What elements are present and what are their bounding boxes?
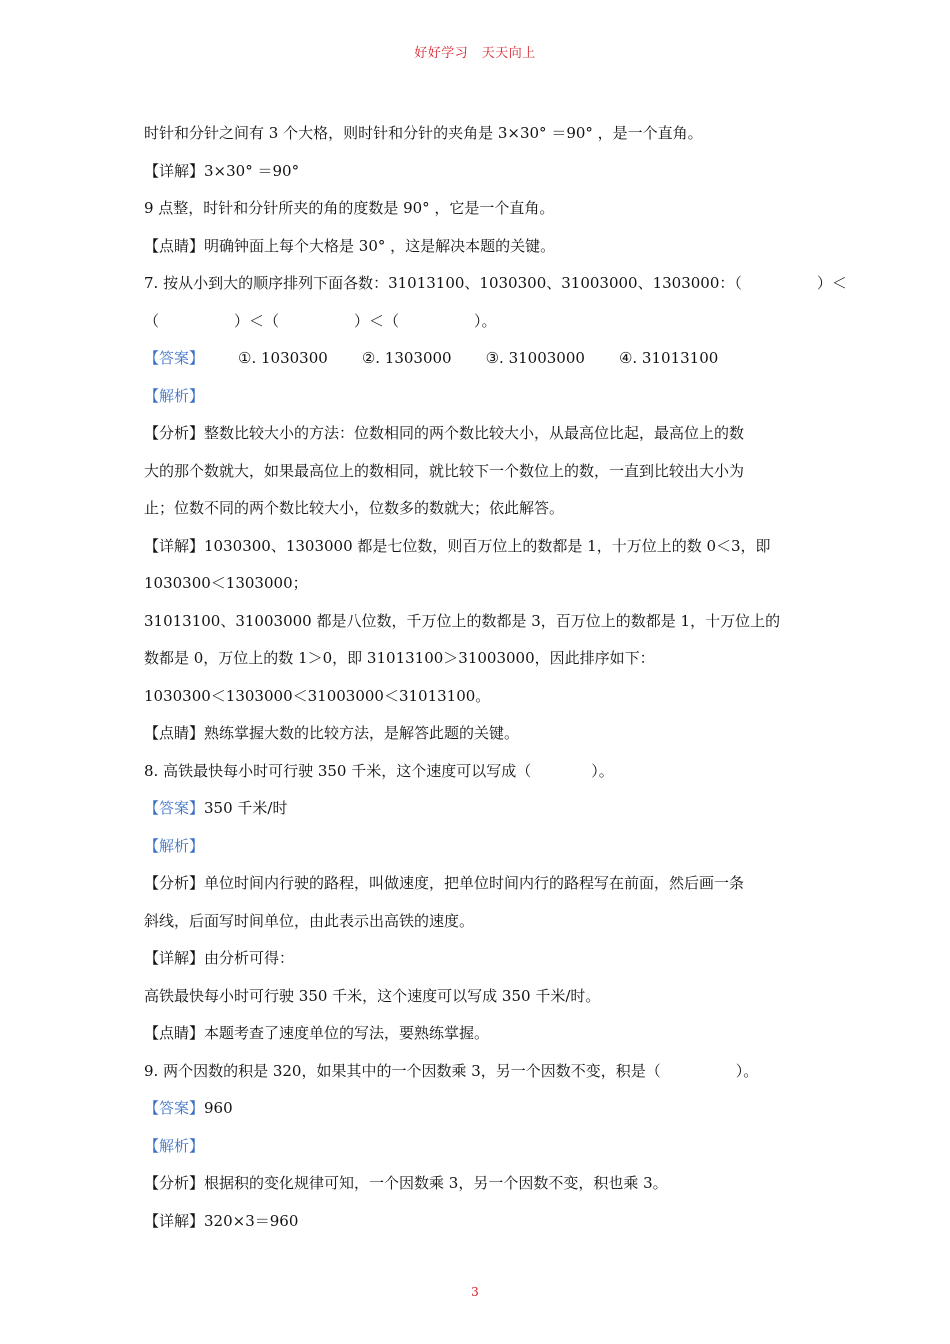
answer-item-2: ②. 1303000 (361, 349, 452, 367)
detail-tag: 【详解】 (144, 161, 205, 180)
detail-tag: 【详解】 (144, 536, 205, 555)
key-point-tag: 【点睛】 (144, 236, 205, 255)
detail-line: 1030300＜1303000； (144, 574, 308, 592)
detail-text: 由分析可得： (204, 949, 295, 967)
key-point-text: 本题考查了速度单位的写法，要熟练掌握。 (204, 1024, 490, 1042)
question-9: 9. 两个因数的积是 320，如果其中的一个因数乘 3，另一个因数不变，积是（ ）。 (144, 1061, 759, 1080)
answer-line (144, 343, 824, 381)
analysis-line: 大的那个数就大，如果最高位上的数相同，就比较下一个数位上的数，一直到比较出大小为 (144, 461, 745, 480)
detail-line (144, 531, 824, 569)
answer-item-3: ③. 31003000 (485, 349, 585, 367)
analysis-line (144, 868, 824, 906)
key-point-tag: 【点睛】 (144, 1024, 205, 1042)
key-point-text: 明确钟面上每个大格是 30° ，这是解决本题的关键。 (204, 236, 556, 255)
analysis-tag: 【分析】 (144, 1174, 205, 1192)
question-7-line-1: 7. 按从小到大的顺序排列下面各数：31013100、1030300、31003000、1303000：（ ）＜ (144, 274, 847, 292)
analysis-tag: 【分析】 (144, 874, 205, 892)
text-line: 时针和分针之间有 3 个大格，则时针和分针的夹角是 3×30° ＝90° ，是一个直角。 (144, 124, 703, 142)
analysis-text: 单位时间内行驶的路程，叫做速度，把单位时间内行的路程写在前面，然后画一条 (204, 874, 745, 892)
page-header: 好好学习 天天向上 (414, 46, 536, 61)
answer-line (144, 1093, 824, 1131)
detail-text: 3×30° ＝90° (204, 161, 300, 180)
detail-line (144, 156, 824, 194)
detail-tag: 【详解】 (144, 1211, 205, 1230)
answer-text: 960 (204, 1099, 233, 1117)
question-7-line-2: （ ）＜（ ）＜（ ）。 (144, 311, 497, 330)
answer-item-1: ①. 1030300 (238, 349, 328, 367)
page-number: 3 (471, 1285, 479, 1299)
answer-tag: 【答案】 (144, 1099, 205, 1117)
key-point-text: 熟练掌握大数的比较方法，是解答此题的关键。 (204, 724, 520, 742)
analysis-line (144, 1168, 824, 1206)
detail-text: 1030300、1303000 都是七位数，则百万位上的数都是 1，十万位上的数 0＜3，即 (204, 536, 771, 555)
text-line: 9 点整，时针和分针所夹的角的度数是 90° ，它是一个直角。 (144, 199, 555, 217)
analysis-text: 整数比较大小的方法：位数相同的两个数比较大小，从最高位比起，最高位上的数 (204, 424, 745, 442)
answer-item-4: ④. 31013100 (618, 349, 719, 367)
key-point-line (144, 1018, 824, 1056)
answer-text: 350 千米/时 (204, 799, 288, 817)
analysis-heading: 【解析】 (144, 1136, 205, 1155)
detail-line (144, 1206, 824, 1244)
analysis-heading: 【解析】 (144, 836, 205, 855)
key-point-tag: 【点睛】 (144, 724, 205, 742)
key-point-line (144, 718, 824, 756)
question-8: 8. 高铁最快每小时可行驶 350 千米，这个速度可以写成（ ）。 (144, 761, 614, 780)
detail-line: 高铁最快每小时可行驶 350 千米，这个速度可以写成 350 千米/时。 (144, 986, 601, 1005)
key-point-line (144, 231, 824, 269)
answer-tag: 【答案】 (144, 799, 205, 817)
analysis-line (144, 418, 824, 456)
analysis-heading: 【解析】 (144, 386, 205, 405)
detail-line: 数都是 0，万位上的数 1＞0，即 31013100＞31003000，因此排序如下： (144, 649, 655, 667)
detail-line: 31013100、31003000 都是八位数，千万位上的数都是 3，百万位上的数都是 1，十万位上的 (144, 611, 781, 630)
analysis-text: 根据积的变化规律可知，一个因数乘 3，另一个因数不变，积也乘 3。 (204, 1174, 668, 1192)
detail-text: 320×3＝960 (204, 1211, 299, 1230)
analysis-tag: 【分析】 (144, 424, 205, 442)
detail-line: 1030300＜1303000＜31003000＜31013100。 (144, 686, 491, 705)
answer-line (144, 793, 824, 831)
analysis-line: 斜线，后面写时间单位，由此表示出高铁的速度。 (144, 911, 475, 930)
analysis-line: 止；位数不同的两个数比较大小，位数多的数就大；依此解答。 (144, 499, 565, 517)
answer-tag: 【答案】 (144, 349, 205, 367)
detail-line (144, 943, 824, 981)
document-body (144, 118, 847, 1243)
detail-tag: 【详解】 (144, 949, 205, 967)
